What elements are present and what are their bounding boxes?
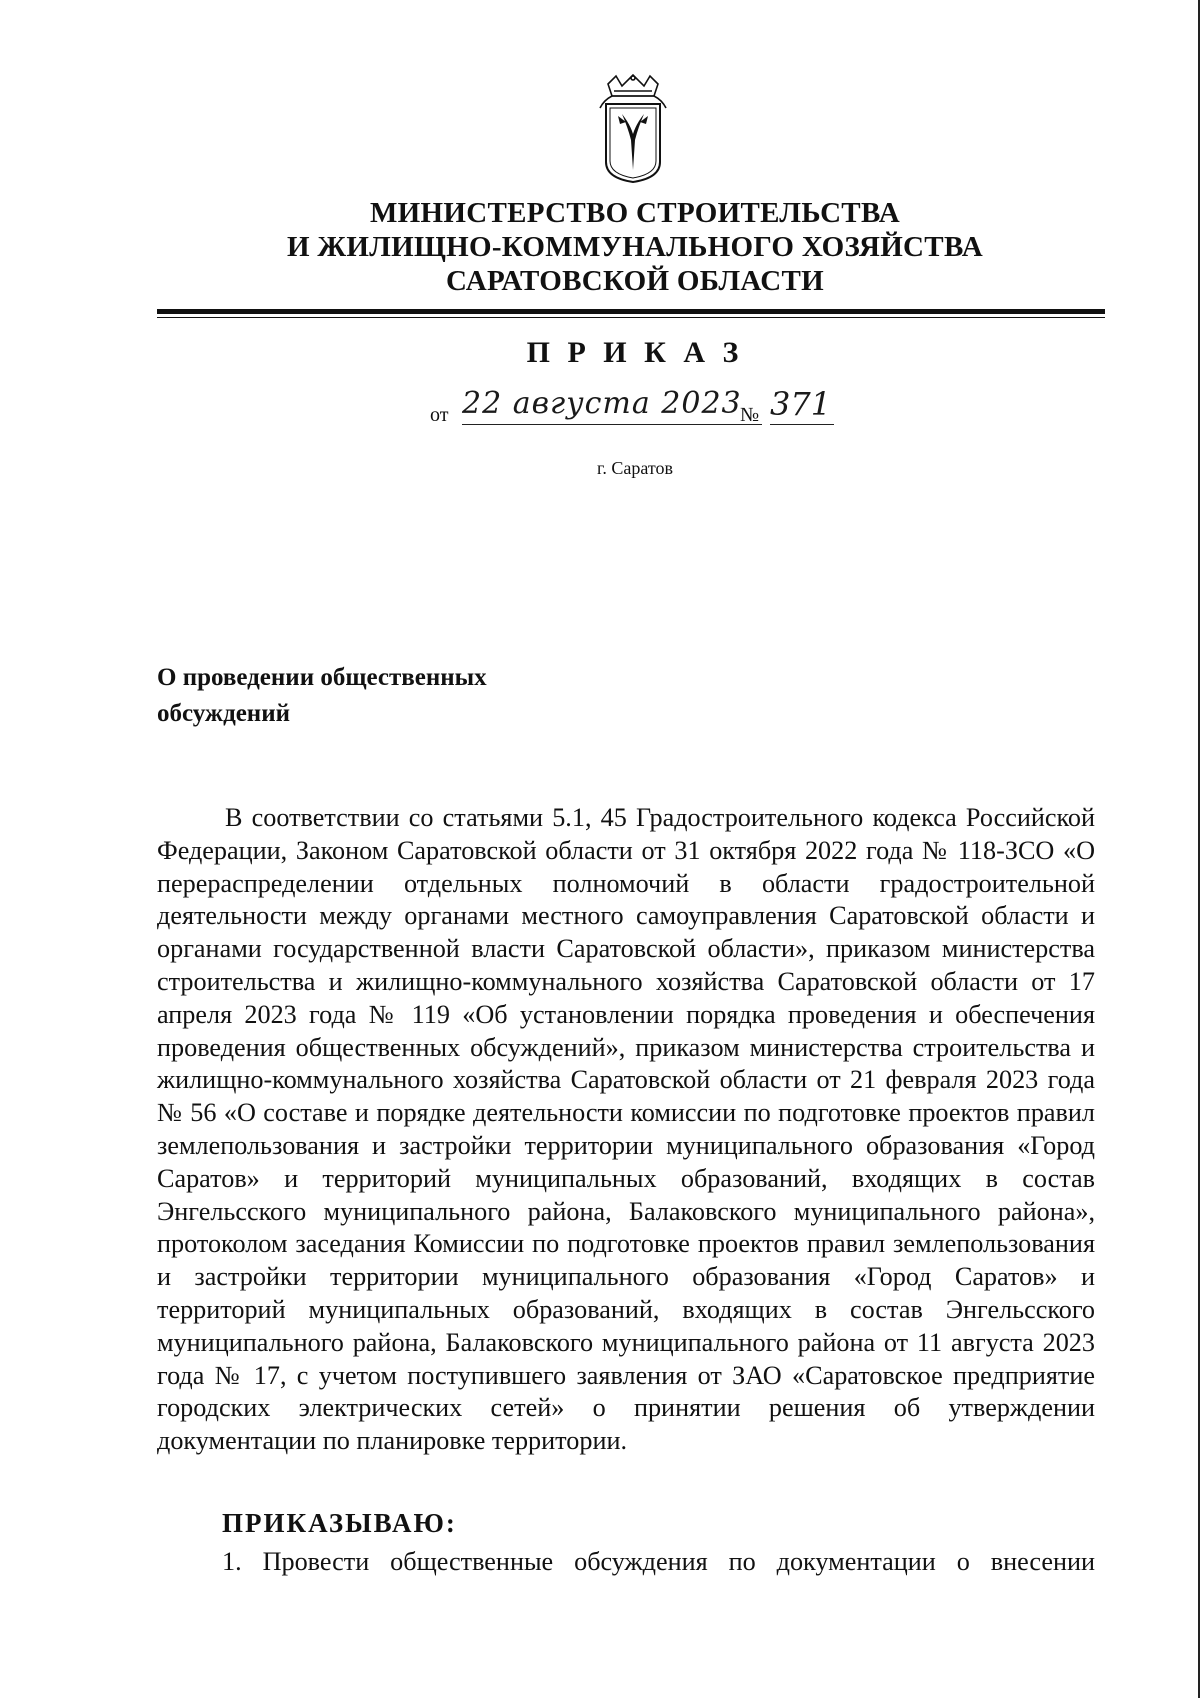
number-prefix: №: [740, 404, 760, 426]
saratov-coat-of-arms-icon: [598, 74, 668, 184]
order-date-line: [430, 384, 850, 434]
header-divider-thick: [157, 309, 1105, 314]
decree-item-1: 1. Провести общественные обсуждения по документации о внесении: [222, 1547, 1095, 1576]
order-number-handwritten: 371: [770, 384, 834, 425]
ministry-line-2: И ЖИЛИЩНО-КОММУНАЛЬНОГО ХОЗЯЙСТВА: [286, 231, 984, 263]
preamble-paragraph: В соответствии со статьями 5.1, 45 Градостроительного кодекса Российской Федерации, Законом Саратовской области от 31 октября 2022 года № 118-ЗСО «О перераспределении отдельных полномочий в области градостроительной деятельности между органами местного самоуправления Саратовской области и органами государственной власти Саратовской области», приказом министерства строительства и жилищно-коммунального хозяйства Саратовской области от 17 апреля 2023 года № 119 «Об установлении порядка проведения и обеспечения проведения общественных обсуждений», приказом министерства строительства и жилищно-коммунального хозяйства Саратовской области от 21 февраля 2023 года № 56 «О составе и порядке деятельности комиссии по подготовке проектов правил землепользования и застройки территории муниципального образования «Город Саратов» и территорий муниципальных образований, входящих в состав Энгельсского муниципального района, Балаковского муниципального района», протоколом заседания Комиссии по подготовке проектов правил землепользования и застройки территории муниципального образования «Город Саратов» и территорий муниципальных образований, входящих в состав Энгельсского муниципального района, Балаковского муниципального района от 11 августа 2023 года № 17, с учетом поступившего заявления от ЗАО «Саратовское предприятие городских электрических сетей» о принятии решения об утверждении документации по планировке территории.: [157, 803, 1095, 1456]
city-label: г. Саратов: [597, 458, 673, 478]
subject-line-2: обсуждений: [157, 700, 291, 727]
ministry-line-1: МИНИСТЕРСТВО СТРОИТЕЛЬСТВА: [369, 197, 901, 229]
order-date-handwritten: 22 августа 2023: [462, 384, 762, 425]
date-prefix: от: [430, 404, 449, 426]
ministry-name: [160, 196, 1110, 298]
decree-heading: ПРИКАЗЫВАЮ:: [222, 1508, 457, 1538]
ministry-line-3: САРАТОВСКОЙ ОБЛАСТИ: [446, 265, 824, 297]
header-divider-thin: [157, 317, 1105, 318]
subject-line-1: О проведении общественных: [157, 664, 487, 691]
document-type-title: П Р И К А З: [526, 336, 744, 369]
order-subject: [157, 660, 487, 732]
